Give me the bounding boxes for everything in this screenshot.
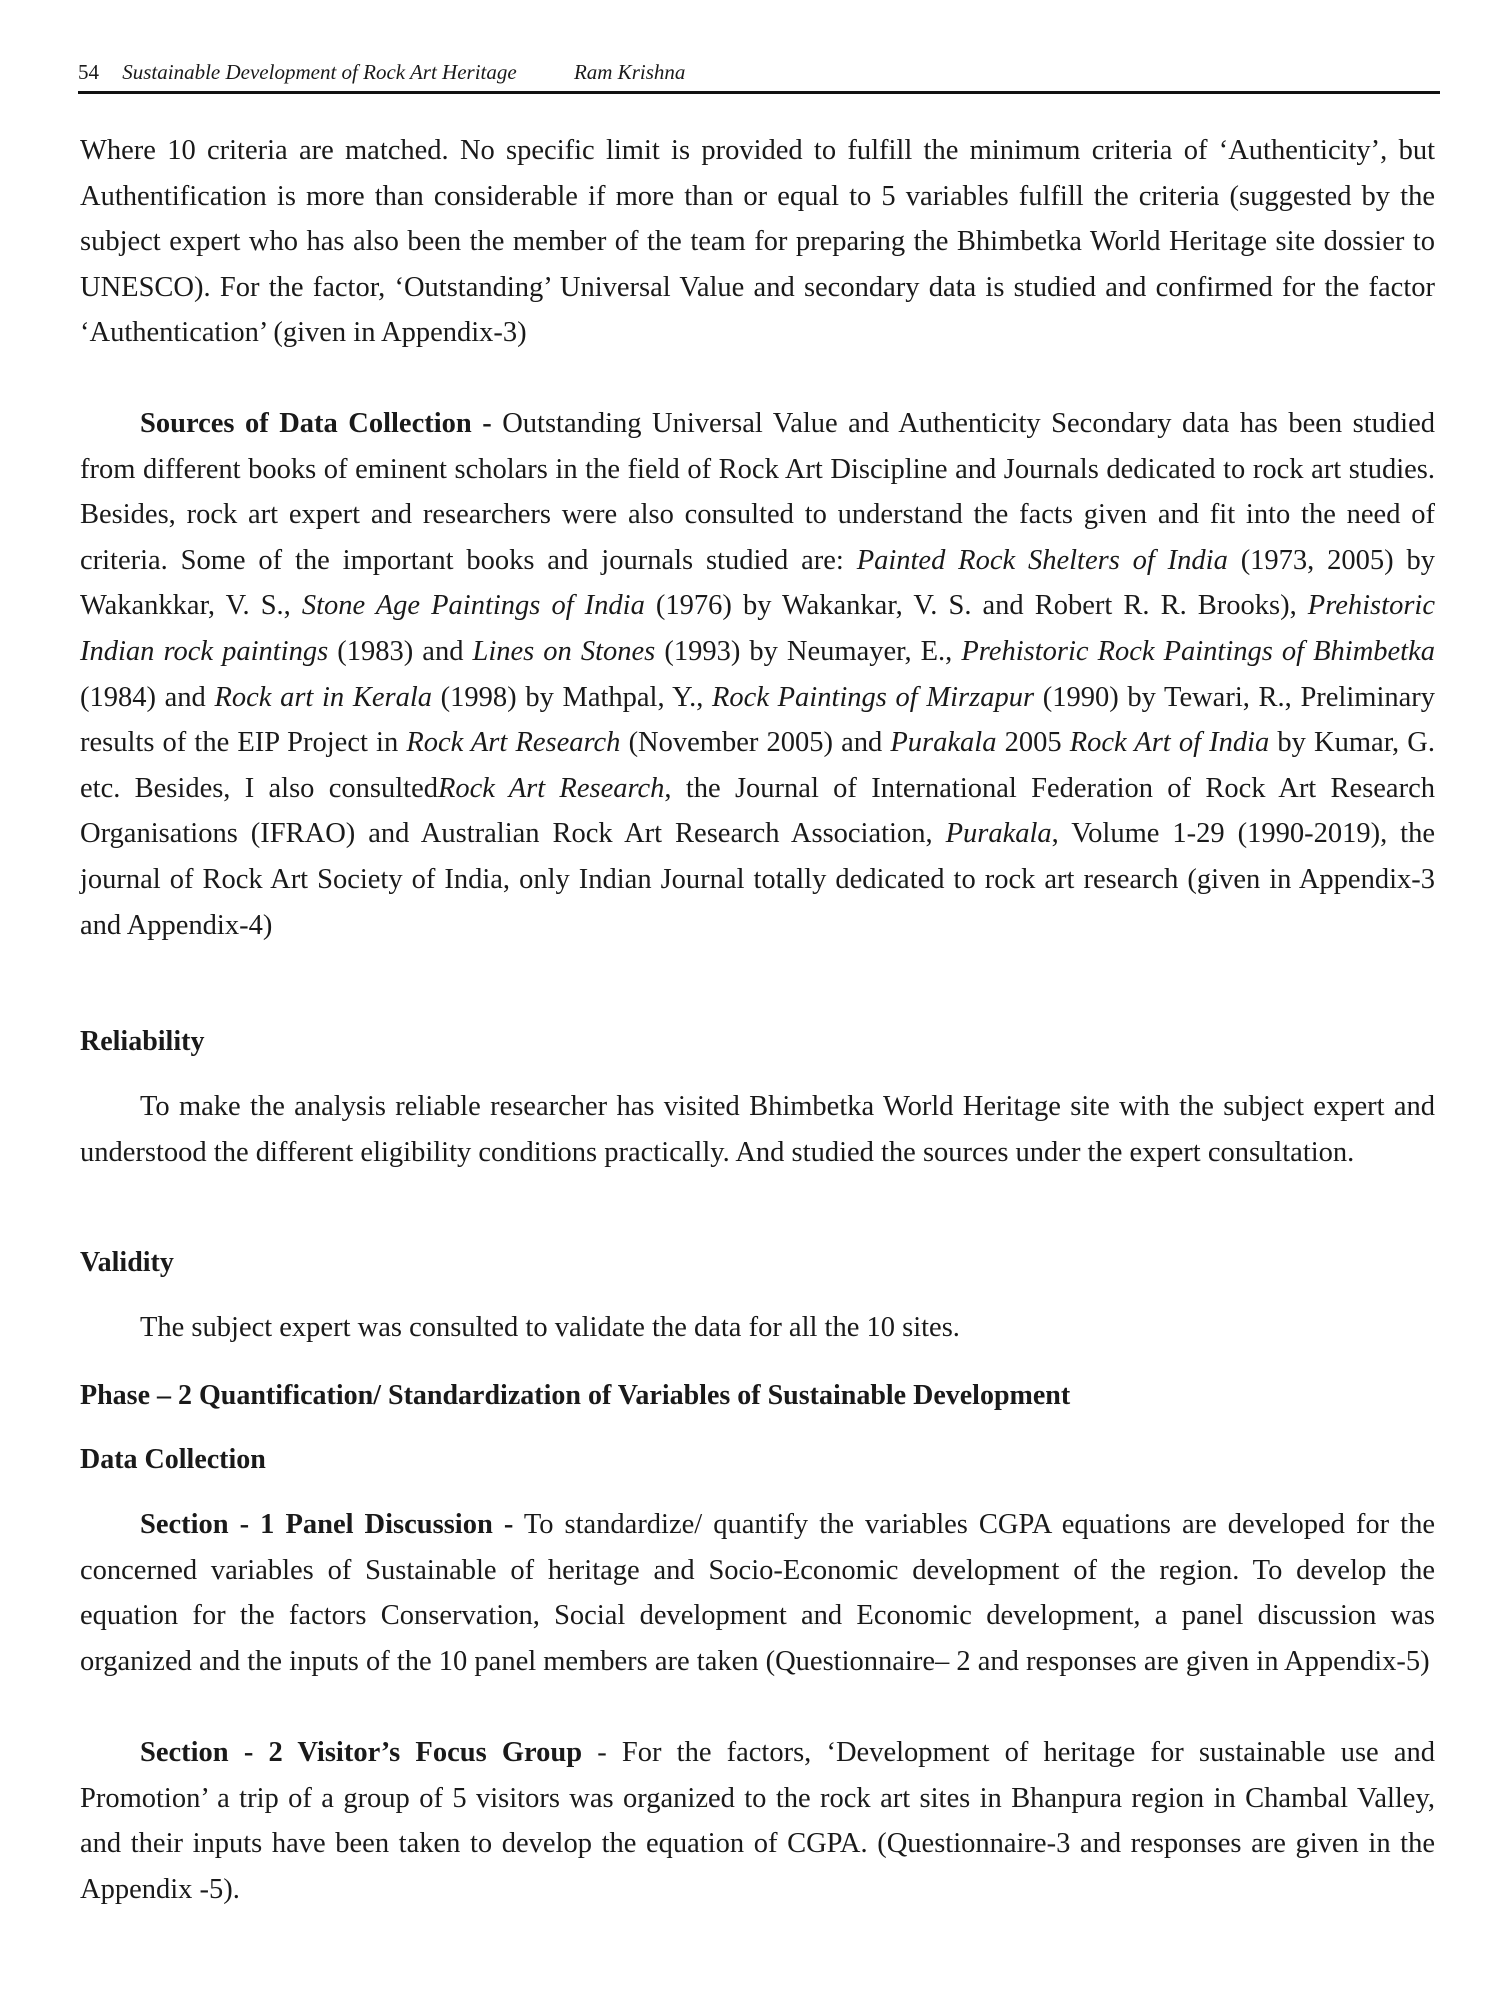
validity-text: The subject expert was consulted to validate the data for all the 10 sites. xyxy=(140,1312,960,1343)
paragraph-reliability xyxy=(80,1084,1435,1175)
page-number: 54 xyxy=(78,60,99,84)
text-run: (1990) by Tewari, R., Preliminary results of the EIP Project in xyxy=(80,681,1435,759)
section-2-text xyxy=(80,1730,1435,1912)
text-run: (1976) by Wakankar, V. S. and Robert R. R. Brooks), xyxy=(644,590,1308,622)
section-2-lead: Section - 2 Visitor’s Focus Group xyxy=(140,1737,583,1768)
text-run: (1973, 2005) by Wakankkar, V. S., xyxy=(80,544,1435,622)
paragraph-validity xyxy=(80,1305,1435,1351)
journal-title-ref: Purakala xyxy=(890,727,997,759)
book-title-ref: Painted Rock Shelters of India xyxy=(856,544,1228,576)
running-head xyxy=(78,60,1440,94)
author-name: Ram Krishna xyxy=(573,60,686,84)
text-run: (1998) by Mathpal, Y., xyxy=(432,681,713,713)
book-title-ref: Rock Art of India xyxy=(1069,727,1270,759)
text-run: (1993) by Neumayer, E., xyxy=(655,635,962,667)
heading-phase-2: Phase – 2 Quantification/ Standardization of Variables of Sustainable Development xyxy=(80,1380,1071,1411)
book-title-ref: Prehistoric Rock Paintings of Bhimbetka xyxy=(961,635,1436,667)
paragraph-section-1 xyxy=(80,1502,1435,1684)
journal-title-ref: Purakala xyxy=(945,818,1052,850)
heading-data-collection: Data Collection xyxy=(80,1444,266,1475)
text-run: , Volume 1-29 (1990-2019), the journal of Rock Art Society of India, only Indian Journal totally dedicated to rock art research (given in Appendix-3 and Appendix-4) xyxy=(80,818,1435,941)
text-run: by Kumar, G. etc. Besides, I also consulted xyxy=(80,727,1436,804)
text-run: - For the factors, ‘Development of heritage for sustainable use and Promotion’ a trip of a group of 5 visitors was organized to the rock art sites in Bhanpura region in Chambal Valley, and their inputs have been taken to develop the equation of CGPA. (Questionnaire-3 and responses are given in the Appendix -5). xyxy=(80,1737,1435,1905)
paragraph-text: Where 10 criteria are matched. No specific limit is provided to fulfill the minimum criteria of ‘Authenticity’, but Authentification is more than considerable if more than or equal to 5 variables fulfill the criteria (suggested by the subject expert who has also been the member of the team for preparing the Bhimbetka World Heritage site dossier to UNESCO). For the factor, ‘Outstanding’ Universal Value and secondary data is studied and confirmed for the factor ‘Authentication’ (given in Appendix-3) xyxy=(80,135,1435,349)
reliability-text: To make the analysis reliable researcher has visited Bhimbetka World Heritage site with the subject expert and understood the different eligibility conditions practically. And studied the sources under the expert consultation. xyxy=(80,1091,1435,1168)
text-run: , the Journal of International Federation of Rock Art Research Organisations (IFRAO) and Australian Rock Art Research Association, xyxy=(80,772,1435,850)
text-run: To standardize/ quantify the variables CGPA equations are developed for the concerned variables of Sustainable of heritage and Socio-Economic development of the region. To develop the equation for the factors Conservation, Social development and Economic development, a panel discussion was organized and the inputs of the 10 panel members are taken (Questionnaire– 2 and responses are given in Appendix-5) xyxy=(80,1509,1435,1677)
text-run: (1983) and xyxy=(328,635,473,667)
heading-reliability: Reliability xyxy=(80,1026,205,1057)
text-run: 2005 xyxy=(996,727,1070,759)
section-1-lead: Section - 1 Panel Discussion - xyxy=(140,1509,514,1540)
text-run: (November 2005) and xyxy=(620,727,891,759)
header-rule xyxy=(78,91,1440,94)
journal-title-ref: Rock Art Research xyxy=(437,772,665,804)
journal-title-ref: Rock Art Research xyxy=(406,727,621,759)
section-1-text xyxy=(80,1502,1435,1684)
book-title-ref: Stone Age Paintings of India xyxy=(301,590,645,622)
paragraph-sources xyxy=(80,401,1435,948)
heading-validity: Validity xyxy=(80,1247,174,1278)
book-title-ref: Rock art in Kerala xyxy=(214,681,433,713)
book-title: Sustainable Development of Rock Art Heritage xyxy=(122,60,517,84)
book-title-ref: Rock Paintings of Mirzapur xyxy=(712,681,1035,713)
sources-text xyxy=(80,401,1435,948)
text-run: (1984) and xyxy=(80,681,215,713)
book-title-ref: Prehistoric Indian rock paintings xyxy=(80,590,1435,667)
book-title-ref: Lines on Stones xyxy=(472,635,656,667)
sources-lead: Sources of Data Collection - xyxy=(140,408,492,439)
paragraph-authenticity xyxy=(80,128,1435,356)
paragraph-section-2 xyxy=(80,1730,1435,1912)
text-run: Outstanding Universal Value and Authenticity Secondary data has been studied from different books of eminent scholars in the field of Rock Art Discipline and Journals dedicated to rock art studies. Besides, rock art expert and researchers were also consulted to understand the facts given and fit into the need of criteria. Some of the important books and journals studied are: xyxy=(80,408,1435,576)
